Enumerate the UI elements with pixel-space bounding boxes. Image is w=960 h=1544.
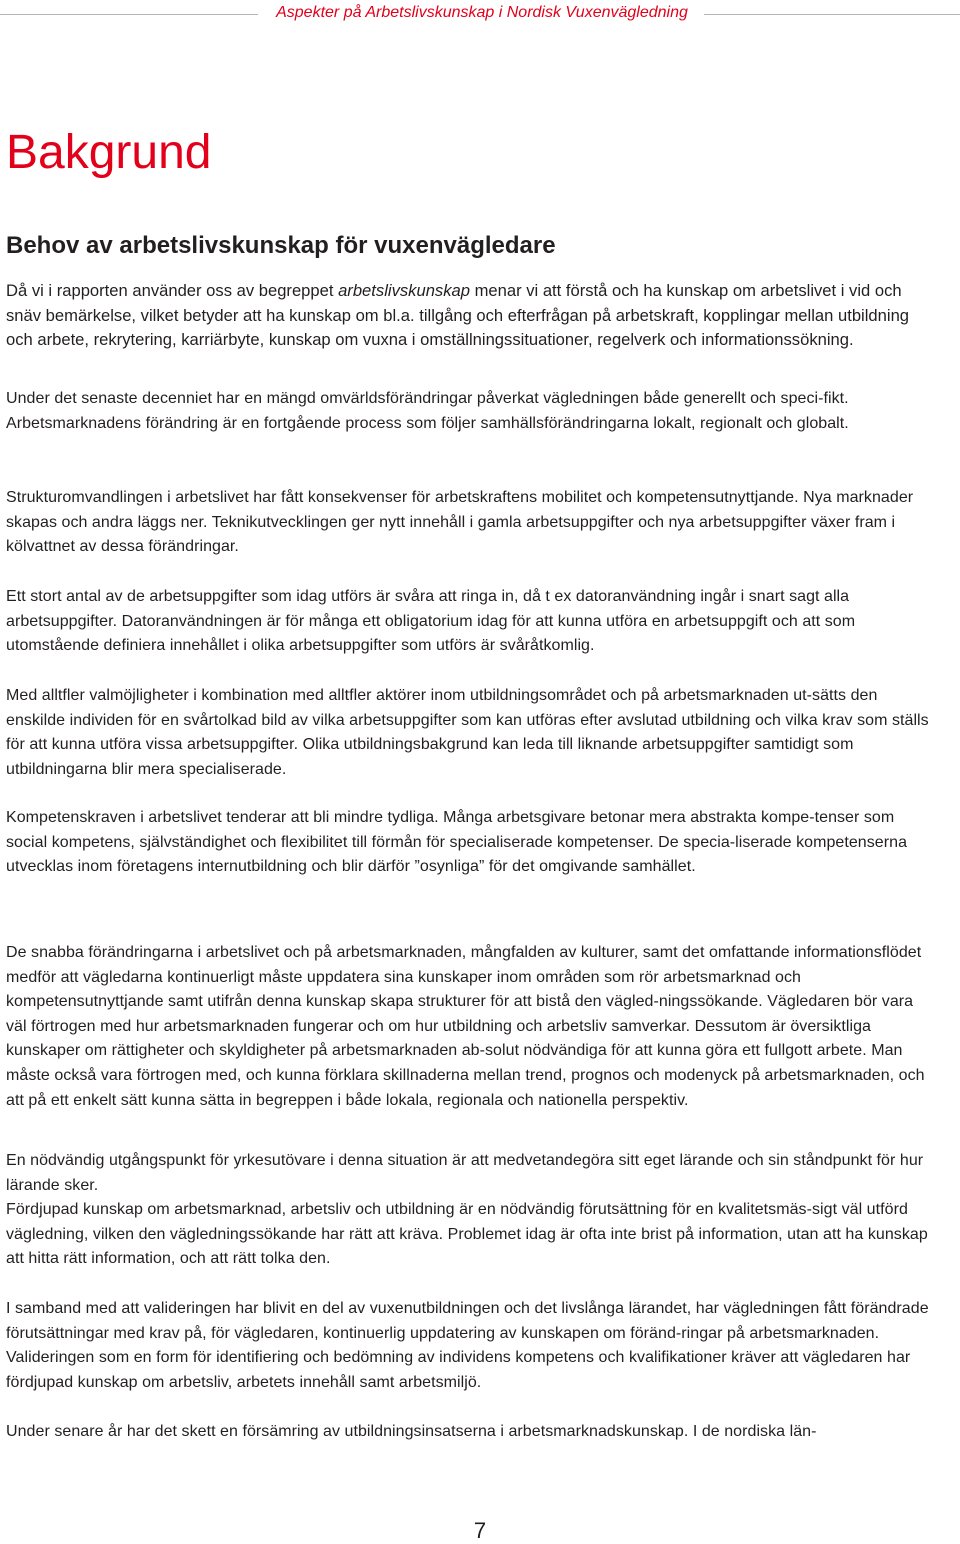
paragraph-7: De snabba förändringarna i arbetslivet och på arbetsmarknaden, mångfalden av kulturer, samt det omfattande informationsflödet medför att vägledarna kontinuerligt måste uppdatera sina kunskaper inom områden som rör arbetsmarknad och kompetensutnyttjande samt utifrån denna kunskap skapa strukturer för att bistå den vägled-ningssökande. Vägledaren bör vara väl förtrogen med hur arbetsmarknaden fungerar och om hur utbildning och arbetsliv samverkar. Dessutom är översiktliga kunskaper om rättigheter och skyldigheter på arbetsmarknaden ab-solut nödvändiga för att kunna göra ett fullgott arbete. Man måste också vara förtrogen med, och kunna förklara skillnaderna mellan trend, prognos och modenyck på arbetsmarknaden, och att på ett enkelt sätt kunna sätta in begreppen i både lokala, regionala och nationella perspektiv.: [6, 944, 925, 1109]
paragraph-9: Fördjupad kunskap om arbetsmarknad, arbetsliv och utbildning är en nödvändig förutsättning för en kvalitetsmäs-sigt väl utförd vägledning, vilken den vägledningssökande har rätt att kräva. Problemet idag är ofta inte brist på information, utan att ha kunskap att hitta rätt information, och att rätt tolka den.: [6, 1201, 928, 1268]
header-rule-left: [0, 14, 258, 15]
subsection-title: Behov av arbetslivskunskap för vuxenvägledare: [6, 232, 556, 259]
running-header: [0, 0, 960, 30]
paragraph-1-text-a: Då vi i rapporten använder oss av begreppet: [6, 281, 339, 300]
paragraph-2: Under det senaste decenniet har en mängd omvärldsförändringar påverkat vägledningen både generellt och speci-fikt. Arbetsmarknadens förändring är en fortgående process som följer samhällsförändringarna lokalt, regionalt och globalt.: [6, 390, 849, 432]
paragraph-1: [6, 279, 934, 353]
paragraph-1-term: arbetslivskunskap: [338, 281, 470, 300]
paragraph-6: Kompetenskraven i arbetslivet tenderar att bli mindre tydliga. Många arbetsgivare betonar mera abstrakta kompe-tenser som social kompetens, självständighet och flexibilitet till förmån för specialiserade kompetenser. De specia-liserade kompetenserna utvecklas inom företagens internutbildning och blir därför ”osynliga” för det omgivande samhället.: [6, 809, 908, 876]
running-title: Aspekter på Arbetslivskunskap i Nordisk Vuxenvägledning: [276, 4, 688, 21]
header-rule-right: [704, 14, 960, 15]
paragraph-1-text-b: menar vi att förstå och ha kunskap om arbetslivet i vid och snäv bemärkelse, vilket betyder att ha kunskap om bl.a. tillgång och efterfrågan på arbetskraft, kopplingar mellan utbildning och arbete, rekrytering, karriärbyte, kunskap om vuxna i omställningssituationer, regelverk och informationssökning.: [6, 281, 910, 350]
paragraph-5: Med alltfler valmöjligheter i kombination med alltfler aktörer inom utbildningsområdet och på arbetsmarknaden ut-sätts den enskilde individen för en svårtolkad bild av vilka arbetsuppgifter som kan utföras efter avslutad utbildning och vilka krav som ställs för att kunna utföra vissa arbetsuppgifter. Olika utbildningsbakgrund kan leda till liknande arbetsuppgifter samtidigt som utbildningarna blir mera specialiserade.: [6, 687, 929, 778]
paragraph-4: Ett stort antal av de arbetsuppgifter som idag utförs är svåra att ringa in, då t ex datoranvändning ingår i snart sagt alla arbetsuppgifter. Datoranvändningen är för många ett obligatorium idag för att kunna utföra en arbetsuppgift och att som utomstående definiera innehållet i olika arbetsuppgifter som utförs är svåråtkomlig.: [6, 588, 856, 655]
paragraph-3: Strukturomvandlingen i arbetslivet har fått konsekvenser för arbetskraftens mobilitet och kompetensutnyttjande. Nya marknader skapas och andra läggs ner. Teknikutvecklingen ger nytt innehåll i gamla arbetsuppgifter och nya arbetsuppgifter växer fram i kölvattnet av dessa förändringar.: [6, 489, 914, 556]
paragraph-10: I samband med att valideringen har blivit en del av vuxenutbildningen och det livslånga lärandet, har vägledningen fått förändrade förutsättningar med krav på, för vägledaren, kontinuerlig uppdatering av kunskapen om föränd-ringar på arbetsmarknaden. Valideringen som en form för identifiering och bedömning av individens kompetens och kvalifikationer kräver att vägledaren har fördjupad kunskap om arbetsliv, arbetets innehåll samt arbetsmiljö.: [6, 1300, 929, 1391]
paragraph-8: En nödvändig utgångspunkt för yrkesutövare i denna situation är att medvetandegöra sitt eget lärande och sin ståndpunkt för hur lärande sker.: [6, 1152, 924, 1194]
section-title: Bakgrund: [6, 126, 212, 179]
paragraph-11: Under senare år har det skett en försämring av utbildningsinsatserna i arbetsmarknadskunskap. I de nordiska län-: [6, 1423, 817, 1440]
page-number: 7: [473, 1518, 487, 1543]
